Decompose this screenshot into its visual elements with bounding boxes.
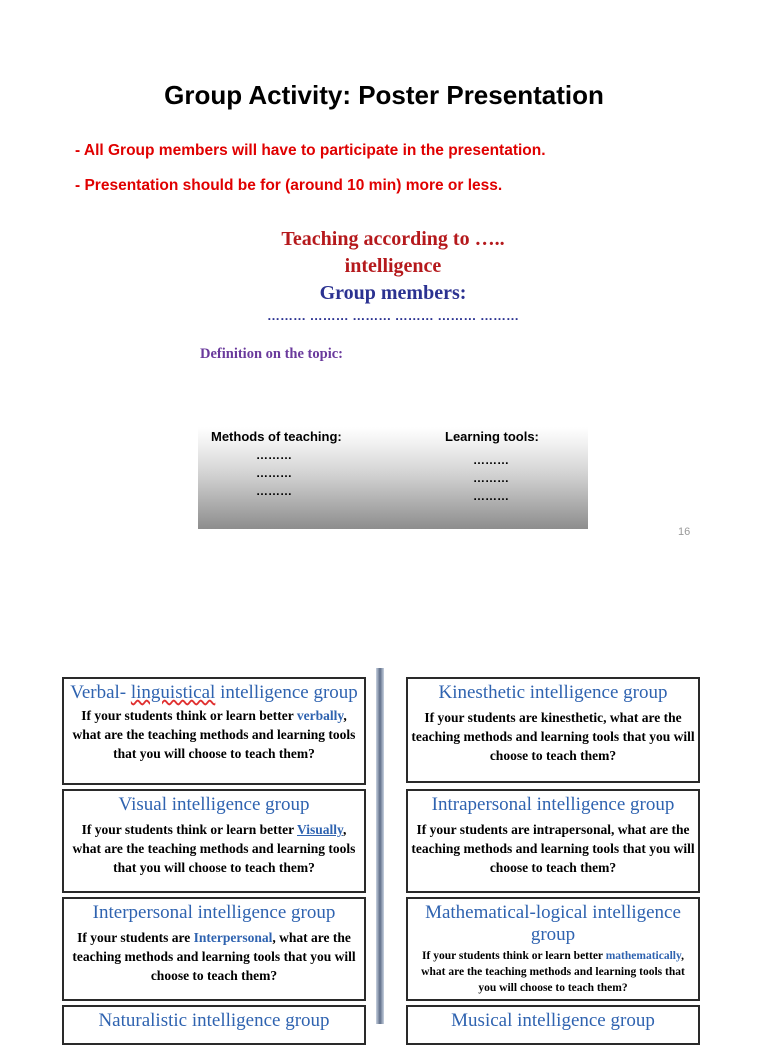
intrapersonal-card: [406, 789, 700, 893]
poster-tools-dots-2: ………: [473, 471, 509, 485]
interpersonal-card: [62, 897, 366, 1001]
card-title: Interpersonal intelligence group: [92, 902, 336, 923]
poster-heading-line2: intelligence: [344, 255, 442, 277]
card-body: If your students are Interpersonal, what are the teaching methods and learning tools that you will choose to teach them?: [72, 930, 356, 983]
visual-card: [62, 789, 366, 893]
card-body: If your students think or learn better Visually, what are the teaching methods and learning tools that you will choose to teach them?: [72, 822, 356, 875]
poster-methods-label: Methods of teaching:: [211, 429, 342, 444]
column-divider: [376, 668, 384, 1024]
poster-tools-label: Learning tools:: [445, 429, 539, 444]
poster-methods-dots-1: ………: [256, 448, 292, 462]
card-body: If your students think or learn better mathematically, what are the teaching methods and learning tools that you will choose to teach them?: [421, 950, 685, 994]
poster-members-dots: ……… ……… ……… ……… ……… ………: [266, 308, 520, 323]
poster-definition-label: Definition on the topic:: [200, 346, 343, 362]
poster-members-label: Group members:: [319, 282, 467, 304]
card-title: Musical intelligence group: [451, 1010, 655, 1031]
page-title: Group Activity: Poster Presentation: [164, 80, 604, 110]
poster-methods-dots-2: ………: [256, 466, 292, 480]
poster-heading-line1: Teaching according to …..: [281, 228, 505, 250]
card-title: Visual intelligence group: [118, 794, 310, 815]
musical-card: [406, 1005, 700, 1045]
card-body: If your students are intrapersonal, what are the teaching methods and learning tools that you will choose to teach them?: [411, 822, 695, 875]
card-title: Mathematical-logical intelligence group: [425, 902, 681, 945]
poster-methods-dots-3: ………: [256, 484, 292, 498]
verbal-linguistic-card: [62, 677, 366, 785]
instruction-bullet-2: - Presentation should be for (around 10 min) more or less.: [75, 177, 503, 194]
page-number: 16: [678, 526, 691, 538]
poster-tools-dots-1: ………: [473, 453, 509, 467]
card-title: Verbal- linguistical intelligence group: [70, 682, 358, 703]
naturalistic-card: [62, 1005, 366, 1045]
card-body: If your students think or learn better verbally, what are the teaching methods and learning tools that you will choose to teach them?: [72, 708, 356, 761]
card-body: If your students are kinesthetic, what are the teaching methods and learning tools that you will choose to teach them?: [411, 710, 695, 763]
poster-tools-dots-3: ………: [473, 489, 509, 503]
card-title: Naturalistic intelligence group: [98, 1010, 330, 1031]
mathematical-logical-card: [406, 897, 700, 1001]
poster-template: [198, 222, 588, 529]
card-title: Intrapersonal intelligence group: [431, 794, 675, 815]
kinesthetic-card: [406, 677, 700, 783]
card-title: Kinesthetic intelligence group: [438, 682, 668, 703]
instruction-bullet-1: - All Group members will have to participate in the presentation.: [75, 142, 546, 159]
